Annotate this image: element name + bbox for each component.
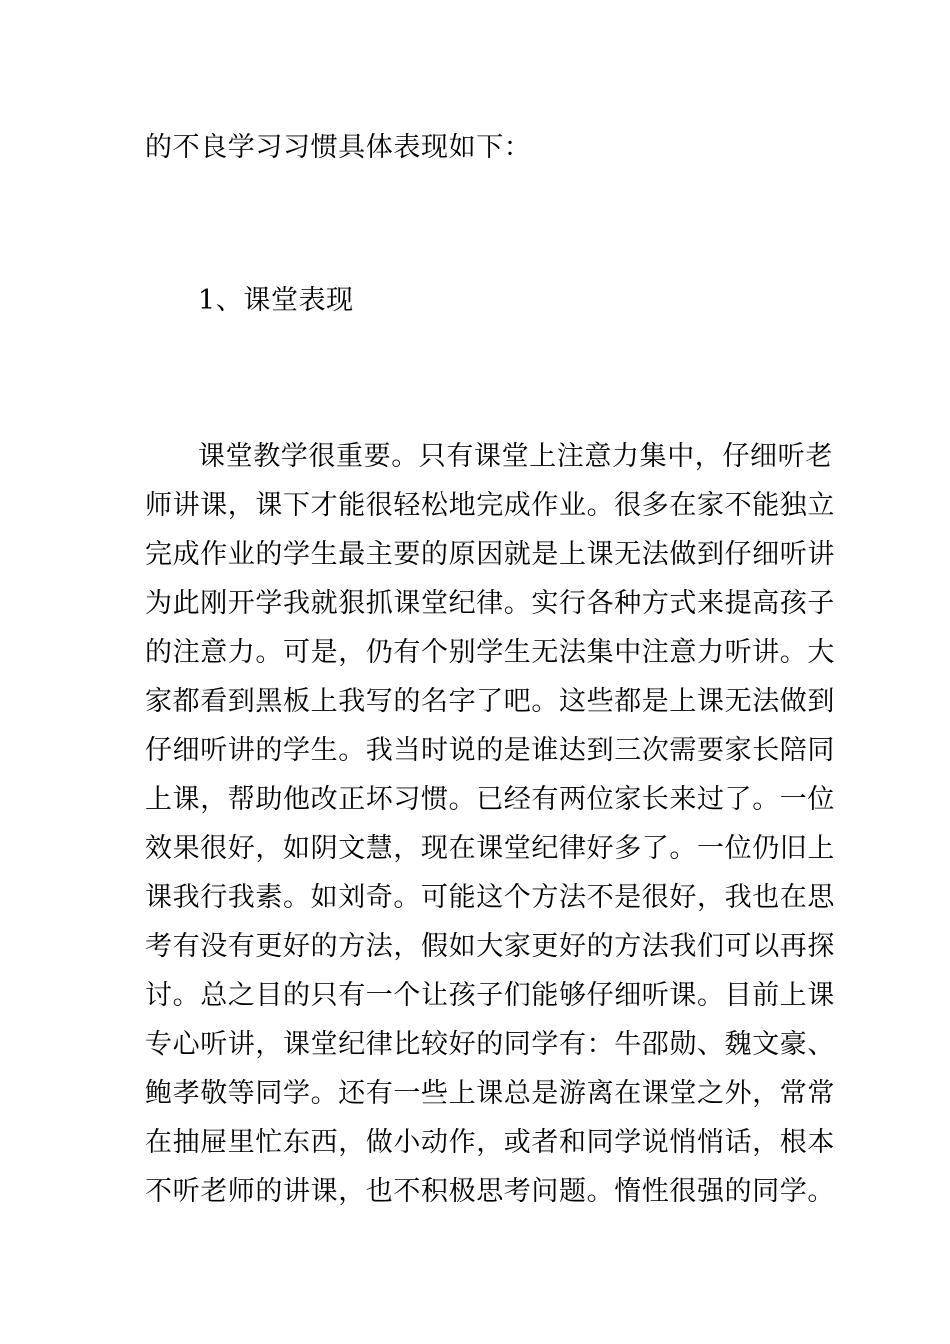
paragraph-line: 完成作业的学生最主要的原因就是上课无法做到仔细听讲 — [145, 539, 835, 570]
paragraph-line: 家都看到黑板上我写的名字了吧。这些都是上课无法做到 — [145, 686, 835, 717]
paragraph-line: 讨。总之目的只有一个让孩子们能够仔细听课。目前上课 — [145, 980, 835, 1011]
paragraph-line: 效果很好，如阴文慧，现在课堂纪律好多了。一位仍旧上 — [145, 833, 835, 864]
paragraph-line: 课堂教学很重要。只有课堂上注意力集中，仔细听老 — [198, 441, 833, 472]
paragraph-line: 为此刚开学我就狠抓课堂纪律。实行各种方式来提高孩子 — [145, 588, 835, 619]
intro-line: 的不良学习习惯具体表现如下： — [145, 132, 532, 163]
section-heading: 1、课堂表现 — [198, 285, 354, 316]
paragraph-line: 的注意力。可是，仍有个别学生无法集中注意力听讲。大 — [145, 637, 835, 668]
paragraph-line: 课我行我素。如刘奇。可能这个方法不是很好，我也在思 — [145, 882, 835, 913]
paragraph-line: 在抽屉里忙东西，做小动作，或者和同学说悄悄话，根本 — [145, 1127, 835, 1158]
paragraph-line: 仔细听讲的学生。我当时说的是谁达到三次需要家长陪同 — [145, 735, 835, 766]
paragraph-line: 上课，帮助他改正坏习惯。已经有两位家长来过了。一位 — [145, 784, 835, 815]
body-paragraph — [145, 432, 835, 1216]
paragraph-line: 考有没有更好的方法，假如大家更好的方法我们可以再探 — [145, 931, 835, 962]
paragraph-line: 师讲课，课下才能很轻松地完成作业。很多在家不能独立 — [145, 490, 835, 521]
paragraph-line: 不听老师的讲课，也不积极思考问题。惰性很强的同学。 — [145, 1176, 835, 1207]
paragraph-line: 鲍孝敬等同学。还有一些上课总是游离在课堂之外，常常 — [145, 1078, 835, 1109]
paragraph-line: 专心听讲，课堂纪律比较好的同学有：牛邵勋、魏文豪、 — [145, 1029, 835, 1060]
